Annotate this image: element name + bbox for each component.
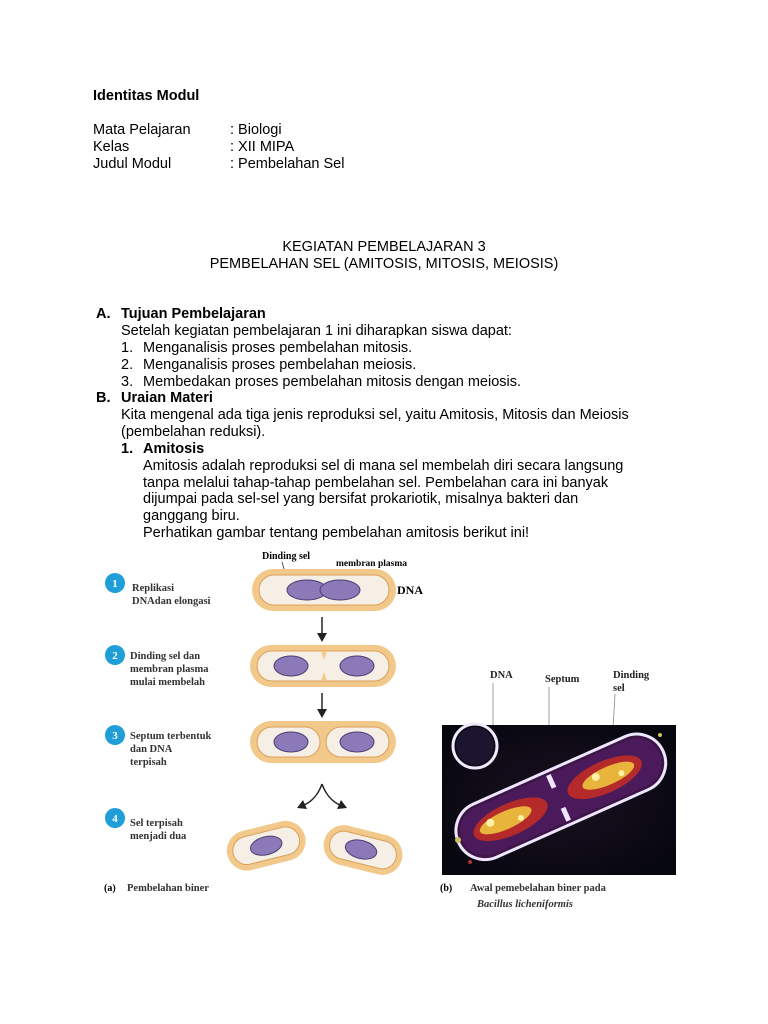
label-dinding-sel: Dinding sel [262, 551, 311, 562]
amitosis-line-5: Perhatikan gambar tentang pembelahan amitosis berikut ini! [143, 525, 530, 541]
objective-text-2: Menganalisis proses pembelahan meiosis. [143, 357, 417, 373]
step-4-line1: Sel terpisah [130, 818, 183, 829]
step-2-line1: Dinding sel dan [130, 651, 201, 662]
step-3-line1: Septum terbentuk [130, 731, 212, 742]
step-4-line2: menjadi dua [130, 831, 187, 842]
identity-label-subject: Mata Pelajaran [93, 122, 191, 138]
amitosis-line-3: dijumpai pada sel-sel yang bersifat prokariotik, misalnya bakteri dan [143, 491, 579, 507]
section-b-intro-line1: Kita mengenal ada tiga jenis reproduksi sel, yaitu Amitosis, Mitosis dan Meiosis [121, 407, 629, 423]
step-3-line3: terpisah [130, 757, 167, 768]
cell-step-4-right [319, 821, 406, 879]
micro-label-sel: sel [613, 683, 625, 694]
micro-label-dna: DNA [490, 670, 513, 681]
objective-text-1: Menganalisis proses pembelahan mitosis. [143, 340, 413, 356]
identity-heading: Identitas Modul [93, 88, 200, 104]
amitosis-line-2: tanpa melalui tahap-tahap pembelahan sel. Pembelahan cara ini banyak [143, 475, 609, 491]
step-2-line3: mulai membelah [130, 677, 205, 688]
caption-a-marker: (a) [104, 883, 116, 894]
step-2 [105, 645, 209, 688]
section-a-heading: Tujuan Pembelajaran [121, 306, 266, 322]
step-4-number: 4 [112, 813, 118, 825]
cell-step-2 [250, 645, 396, 687]
title-line2: PEMBELAHAN SEL (AMITOSIS, MITOSIS, MEIOSIS) [209, 256, 559, 272]
identity-label-module: Judul Modul [93, 156, 172, 172]
section-a-intro: Setelah kegiatan pembelajaran 1 ini diharapkan siswa dapat: [121, 323, 512, 339]
identity-value-subject: : Biologi [230, 122, 282, 138]
caption-b: Awal pemebelahan biner pada [470, 883, 606, 894]
amitosis-line-4: ganggang biru. [143, 508, 240, 524]
step-1-line1: Replikasi [132, 583, 175, 594]
objective-num-1: 1. [121, 340, 134, 356]
identity-value-module: : Pembelahan Sel [230, 156, 345, 172]
subsection-1-heading: Amitosis [143, 441, 205, 457]
cell-step-4-left [223, 817, 310, 875]
cell-step-3 [250, 721, 396, 763]
caption-b-species: Bacillus licheniformis [477, 899, 573, 910]
cell-step-1 [252, 569, 396, 611]
objective-num-2: 2. [121, 357, 134, 373]
micro-label-dinding: Dinding [613, 670, 650, 681]
step-4 [105, 808, 187, 842]
section-a-marker: A. [96, 306, 111, 322]
step-1-number: 1 [112, 578, 118, 590]
step-3 [105, 725, 212, 768]
label-dna: DNA [397, 583, 423, 597]
objective-num-3: 3. [121, 374, 134, 390]
title-line1: KEGIATAN PEMBELAJARAN 3 [282, 239, 486, 255]
micrograph-image [442, 724, 676, 875]
identity-label-class: Kelas [93, 139, 130, 155]
step-1-line2: DNAdan elongasi [132, 596, 211, 607]
subsection-1-num: 1. [121, 441, 134, 457]
step-2-number: 2 [112, 650, 118, 662]
objective-text-3: Membedakan proses pembelahan mitosis dengan meiosis. [143, 374, 522, 390]
section-b-marker: B. [96, 390, 111, 406]
caption-b-marker: (b) [440, 883, 453, 894]
micro-label-septum: Septum [545, 674, 580, 685]
step-3-number: 3 [112, 730, 118, 742]
amitosis-line-1: Amitosis adalah reproduksi sel di mana sel membelah diri secara langsung [143, 458, 624, 474]
caption-a: Pembelahan biner [127, 883, 209, 894]
section-b-intro-line2: (pembelahan reduksi). [121, 424, 266, 440]
step-1 [105, 573, 211, 607]
step-2-line2: membran plasma [130, 664, 209, 675]
identity-value-class: : XII MIPA [230, 139, 295, 155]
section-b-heading: Uraian Materi [121, 390, 213, 406]
label-membran-plasma: membran plasma [336, 559, 407, 569]
step-3-line2: dan DNA [130, 744, 173, 755]
